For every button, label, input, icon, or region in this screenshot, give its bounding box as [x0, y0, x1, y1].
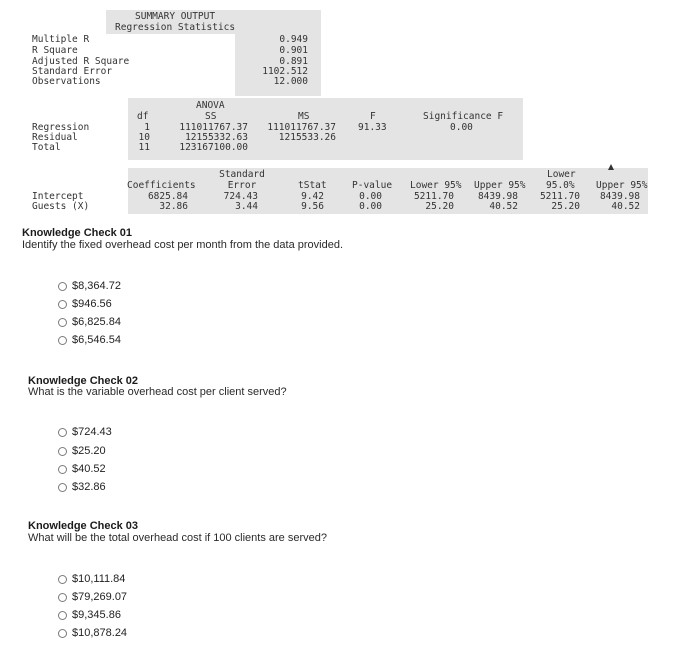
- answer-label: $8,364.72: [72, 280, 121, 292]
- coef-upper950: 8439.98: [599, 191, 640, 202]
- answer-option[interactable]: [58, 280, 121, 292]
- stat-value: 1102.512: [262, 66, 308, 77]
- answer-label: $6,825.84: [72, 316, 121, 328]
- answer-label: $79,269.07: [72, 591, 128, 603]
- answer-label: $40.52: [72, 463, 106, 475]
- anova-ss: 123167100.00: [179, 142, 248, 153]
- stat-value: 0.891: [279, 56, 308, 67]
- anova-header-ms: MS: [298, 111, 310, 122]
- radio-icon[interactable]: [58, 336, 67, 345]
- coef-header-lower95: Lower 95%: [410, 180, 462, 191]
- stat-value: 0.949: [279, 34, 308, 45]
- coef-header-lower950: Lower: [547, 169, 576, 180]
- anova-ms: 111011767.37: [267, 122, 336, 133]
- radio-icon[interactable]: [58, 428, 67, 437]
- coef-upper95: 8439.98: [477, 191, 518, 202]
- radio-icon[interactable]: [58, 575, 67, 584]
- radio-icon[interactable]: [58, 282, 67, 291]
- mouse-cursor-icon: [608, 164, 614, 170]
- anova-ms: 1215533.26: [278, 132, 336, 143]
- coef-header-coefficients: Coefficients: [127, 180, 196, 191]
- stats-subtitle: Regression Statistics: [115, 22, 236, 33]
- anova-row-label: Total: [32, 142, 61, 153]
- answer-option[interactable]: [58, 573, 125, 585]
- anova-df: 10: [138, 132, 150, 143]
- answer-option[interactable]: [58, 298, 112, 310]
- coef-tstat: 9.56: [301, 201, 324, 212]
- anova-df: 1: [144, 122, 150, 133]
- answer-label: $10,111.84: [72, 573, 126, 585]
- answer-label: $724.43: [72, 426, 112, 438]
- stat-label: Standard Error: [32, 66, 113, 77]
- anova-header-sigf: Significance F: [423, 111, 504, 122]
- radio-icon[interactable]: [58, 593, 67, 602]
- radio-icon[interactable]: [58, 465, 67, 474]
- question-title: Knowledge Check 02: [28, 375, 139, 387]
- answer-label: $6,546.54: [72, 334, 121, 346]
- stat-value: 0.901: [279, 45, 308, 56]
- anova-header-df: df: [137, 111, 149, 122]
- answer-option[interactable]: [58, 481, 106, 493]
- answer-label: $25.20: [72, 445, 106, 457]
- answer-option[interactable]: [58, 334, 121, 346]
- stat-label: R Square: [32, 45, 78, 56]
- coef-header-error: Error: [227, 180, 257, 191]
- answer-label: $10,878.24: [72, 627, 128, 639]
- answer-option[interactable]: [58, 609, 121, 621]
- coef-header-upper95: Upper 95%: [474, 180, 526, 191]
- anova-f: 91.33: [358, 122, 387, 133]
- coef-header-lower950-b: 95.0%: [546, 180, 575, 191]
- coef-se: 3.44: [235, 201, 258, 212]
- coef-row-label: Guests (X): [32, 201, 90, 212]
- anova-ss: 12155332.63: [185, 132, 248, 143]
- coef-lower95: 5211.70: [413, 191, 454, 202]
- answer-label: $32.86: [72, 481, 106, 493]
- anova-header-f: F: [370, 111, 376, 122]
- answer-option[interactable]: [58, 445, 106, 457]
- coef-header-tstat: tStat: [298, 180, 327, 191]
- radio-icon[interactable]: [58, 300, 67, 309]
- question-text: What is the variable overhead cost per client served?: [28, 386, 287, 398]
- anova-df: 11: [138, 142, 150, 153]
- coef-se: 724.43: [223, 191, 258, 202]
- question-text: What will be the total overhead cost if 100 clients are served?: [28, 532, 327, 544]
- stat-value: 12.000: [273, 76, 308, 87]
- answer-option[interactable]: [58, 426, 112, 438]
- answer-option[interactable]: [58, 627, 127, 639]
- coef-lower95: 25.20: [425, 201, 454, 212]
- anova-row-label: Regression: [32, 122, 90, 133]
- anova-row-label: Residual: [32, 132, 78, 143]
- answer-label: $946.56: [72, 298, 112, 310]
- anova-header-ss: SS: [205, 111, 217, 122]
- question-title: Knowledge Check 03: [28, 520, 139, 532]
- anova-title: ANOVA: [196, 100, 225, 111]
- answer-option[interactable]: [58, 316, 121, 328]
- question-text: Identify the fixed overhead cost per month from the data provided.: [22, 239, 344, 251]
- stat-label: Adjusted R Square: [32, 56, 130, 67]
- summary-title: SUMMARY OUTPUT: [135, 11, 216, 22]
- coef-upper95: 40.52: [489, 201, 518, 212]
- anova-ss: 111011767.37: [179, 122, 248, 133]
- coef-pvalue: 0.00: [359, 191, 382, 202]
- coef-lower950: 25.20: [551, 201, 580, 212]
- answer-label: $9,345.86: [72, 609, 121, 621]
- coef-lower950: 5211.70: [539, 191, 580, 202]
- coef-tstat: 9.42: [301, 191, 324, 202]
- coef-header-se: Standard: [219, 169, 265, 180]
- question-title: Knowledge Check 01: [22, 227, 133, 239]
- radio-icon[interactable]: [58, 318, 67, 327]
- coef-value: 32.86: [159, 201, 188, 212]
- anova-sigf: 0.00: [450, 122, 473, 133]
- stat-label: Multiple R: [32, 34, 90, 45]
- coef-row-label: Intercept: [32, 191, 84, 202]
- radio-icon[interactable]: [58, 483, 67, 492]
- radio-icon[interactable]: [58, 629, 67, 638]
- radio-icon[interactable]: [58, 611, 67, 620]
- answer-option[interactable]: [58, 463, 106, 475]
- stat-label: Observations: [32, 76, 101, 87]
- coef-value: 6825.84: [147, 191, 188, 202]
- radio-icon[interactable]: [58, 447, 67, 456]
- coef-upper950: 40.52: [611, 201, 640, 212]
- answer-option[interactable]: [58, 591, 127, 603]
- coef-header-pvalue: P-value: [352, 180, 393, 191]
- coef-header-upper950: Upper 95%: [596, 180, 648, 191]
- coef-pvalue: 0.00: [359, 201, 382, 212]
